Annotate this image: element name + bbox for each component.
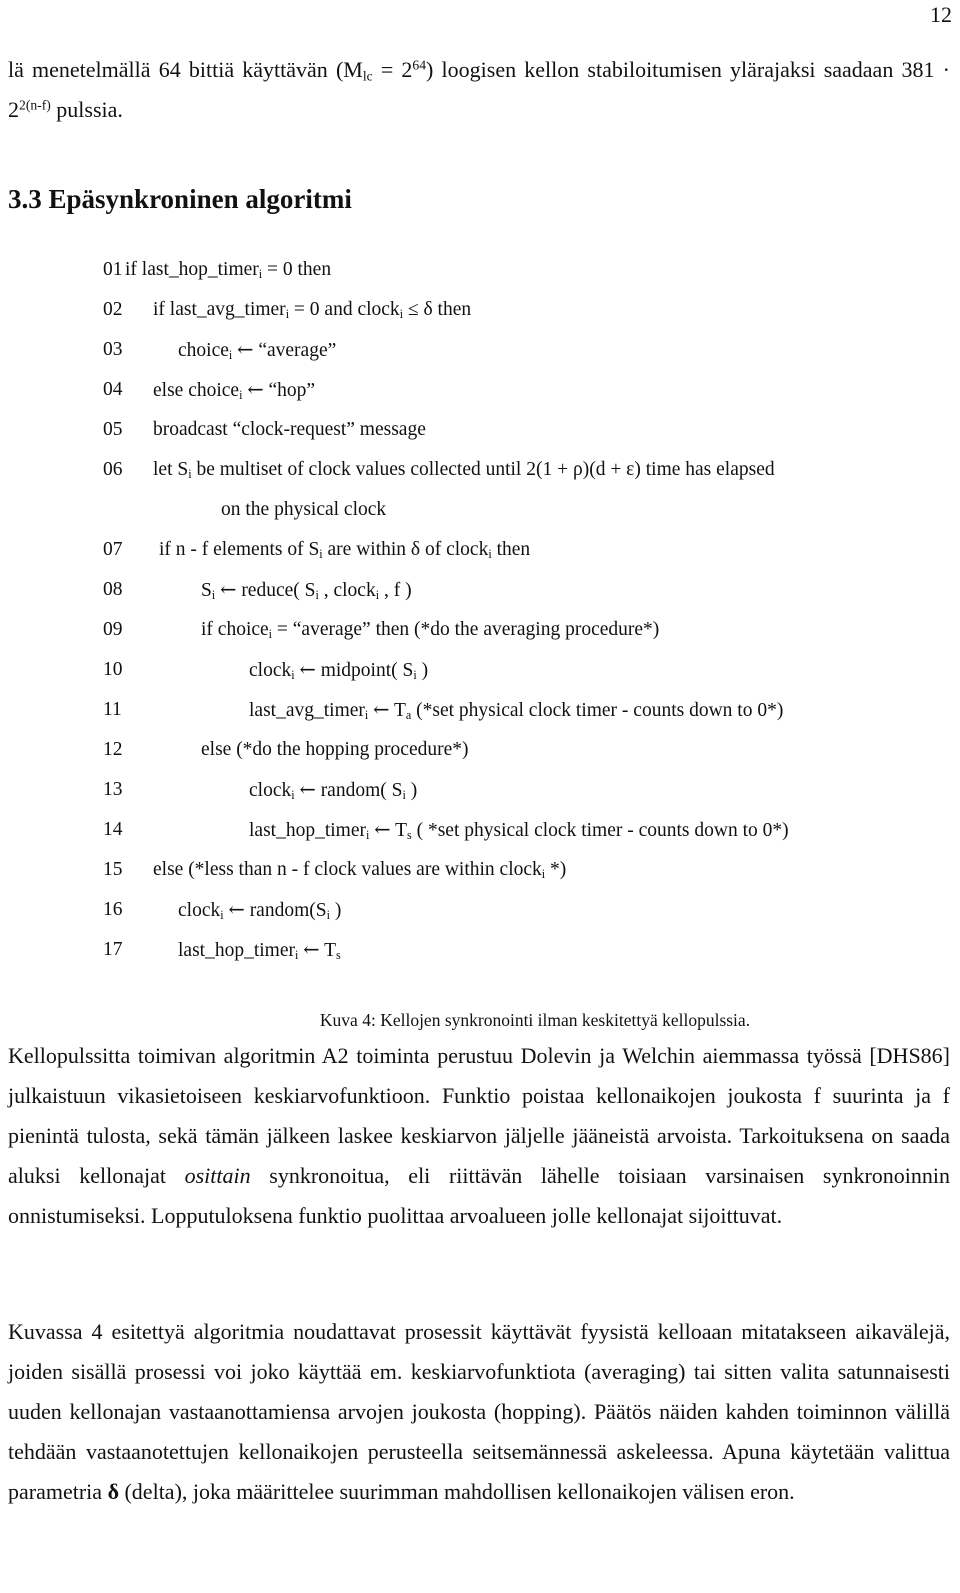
subscript: i <box>375 588 380 603</box>
line-number: 03 <box>103 339 123 360</box>
intro-text-1: lä menetelmällä 64 bittiä käyttävän (M <box>8 57 363 82</box>
line-number: 16 <box>103 899 123 920</box>
code-text <box>153 370 315 411</box>
line-number: 09 <box>103 619 123 640</box>
subscript: s <box>336 948 341 963</box>
page-number: 12 <box>930 2 952 27</box>
algorithm-line <box>103 890 943 930</box>
code-part: random(S <box>244 900 327 921</box>
code-text <box>221 490 386 530</box>
subscript: i <box>285 307 290 322</box>
code-part: ( *set physical clock timer - counts down to 0*) <box>411 820 789 841</box>
code-text <box>249 650 428 691</box>
paragraph-text: synkronoitua, eli riittävän lähelle toisiaan varsinaisen synkronoinnin onnistumiseksi. Lopputuloksena funktio puolittaa arvoalueen jolle kellonajat sijoittuvat. <box>8 1163 951 1228</box>
subscript: i <box>294 948 299 963</box>
subscript: i <box>258 267 263 282</box>
intro-text-2: = 2 <box>372 57 413 82</box>
algorithm-line <box>103 850 943 890</box>
assign-arrow-icon: ← <box>237 338 254 361</box>
assign-arrow-icon: ← <box>228 898 245 921</box>
code-text <box>153 290 471 330</box>
code-part: if last_avg_timer <box>153 299 286 320</box>
subscript: i <box>399 307 404 322</box>
code-part: , f ) <box>379 580 412 601</box>
algorithm-line <box>103 930 943 970</box>
assign-arrow-icon: ← <box>373 698 390 721</box>
line-number: 01 <box>103 259 123 280</box>
algorithm-line <box>103 370 943 410</box>
algorithm-line <box>103 730 943 770</box>
line-number: 17 <box>103 939 123 960</box>
algorithm-line <box>103 490 943 530</box>
subscript: i <box>541 867 546 882</box>
algorithm-line <box>103 250 943 290</box>
code-part: “hop” <box>263 380 316 401</box>
line-number: 14 <box>103 819 123 840</box>
code-text <box>249 810 789 851</box>
code-text <box>249 690 783 731</box>
line-number: 08 <box>103 579 123 600</box>
line-number: 02 <box>103 299 123 320</box>
figure-caption: Kuva 4: Kellojen synkronointi ilman keskitettyä kellopulssia. <box>319 1010 751 1030</box>
intro-sub-lc: lc <box>362 68 373 84</box>
paragraph-text: Kellopulssitta toimivan algoritmin A2 toiminta perustuu Dolevin ja Welchin aiemmassa työssä [DHS86] julkaistuun vikasietoiseen keskiarvofunktioon. Funktio poistaa kellonaikojen joukosta f suurinta ja f pienintä tulosta, sekä tämän jälkeen laskee keskiarvon jäljelle jääneistä arvoista. Tarkoituksena on saada aluksi kellonajat <box>8 1043 950 1188</box>
subscript: i <box>365 828 370 843</box>
subscript: i <box>228 348 233 363</box>
algorithm-line <box>103 330 943 370</box>
code-part: reduce( S <box>236 580 316 601</box>
algorithm-line <box>103 610 943 650</box>
subscript: i <box>211 588 216 603</box>
code-part: S <box>201 580 212 601</box>
assign-arrow-icon: ← <box>299 658 316 681</box>
code-part: T <box>390 820 407 841</box>
code-part: ) <box>329 900 342 921</box>
subscript: i <box>326 908 330 923</box>
algorithm-line <box>103 290 943 330</box>
algorithm-line <box>103 570 943 610</box>
subscript: i <box>488 547 492 562</box>
code-part: = 0 and clock <box>289 299 400 320</box>
line-number: 04 <box>103 379 123 400</box>
subscript: i <box>364 708 369 723</box>
paragraph-text: (delta), joka määrittelee suurimman mahdollisen kellonaikojen välisen eron. <box>118 1479 795 1504</box>
subscript: i <box>268 627 273 642</box>
code-part: ≤ δ then <box>403 299 472 320</box>
code-part: random( S <box>315 780 403 801</box>
code-part: else choice <box>153 380 240 401</box>
line-number: 07 <box>103 539 123 560</box>
algorithm-line <box>103 530 943 570</box>
code-part: T <box>319 940 336 961</box>
subscript: i <box>413 668 417 683</box>
code-part: broadcast “clock-request” message <box>153 419 426 440</box>
line-number: 06 <box>103 459 123 480</box>
line-number: 05 <box>103 419 123 440</box>
code-text <box>178 330 336 371</box>
code-part: “average” <box>253 340 337 361</box>
code-part: last_avg_timer <box>249 700 365 721</box>
intro-text-3: ) loogisen kellon stabiloitumisen ylärajaksi saadaan 381 · 2 <box>8 57 950 122</box>
code-part: = 0 then <box>262 259 332 280</box>
code-text <box>159 530 530 570</box>
assign-arrow-icon: ← <box>299 778 316 801</box>
italic-term: osittain <box>184 1163 251 1188</box>
bold-symbol: δ <box>107 1479 119 1504</box>
intro-sup-exponent: 2(n-f) <box>19 97 51 113</box>
intro-paragraph <box>8 50 950 130</box>
code-part: clock <box>249 660 292 681</box>
code-part: ) <box>405 780 418 801</box>
algorithm-line <box>103 690 943 730</box>
code-part: on the physical clock <box>221 499 387 520</box>
code-part: else (*do the hopping procedure*) <box>201 739 469 760</box>
intro-sup-64: 64 <box>412 57 427 73</box>
code-part: if choice <box>201 619 269 640</box>
subscript: i <box>239 388 243 403</box>
line-number: 10 <box>103 659 123 680</box>
code-part: if last_hop_timer <box>125 259 259 280</box>
code-part: last_hop_timer <box>249 820 366 841</box>
code-part: else (*less than n - f clock values are within clock <box>153 859 542 880</box>
intro-text-4: pulssia. <box>50 97 123 122</box>
code-part: choice <box>178 340 229 361</box>
code-part: midpoint( S <box>315 660 414 681</box>
assign-arrow-icon: ← <box>220 578 237 601</box>
assign-arrow-icon: ← <box>303 938 320 961</box>
code-part: ) <box>416 660 429 681</box>
code-text <box>178 930 341 971</box>
subscript: i <box>188 467 192 482</box>
subscript: i <box>402 788 406 803</box>
subscript: a <box>405 708 412 723</box>
subscript: i <box>291 668 295 683</box>
code-text <box>153 450 775 490</box>
subscript: i <box>315 588 319 603</box>
code-text <box>201 730 469 770</box>
algorithm-line <box>103 450 943 490</box>
body-paragraph-1 <box>8 1036 950 1236</box>
code-part: are within δ of clock <box>322 539 489 560</box>
code-part: let S <box>153 459 189 480</box>
code-part: (*set physical clock timer - counts down to 0*) <box>411 700 784 721</box>
algorithm-listing <box>103 250 943 970</box>
code-part: clock <box>249 780 292 801</box>
code-text <box>125 250 331 290</box>
algorithm-line <box>103 770 943 810</box>
code-text <box>153 410 426 450</box>
code-part: be multiset of clock values collected until 2(1 + ρ)(d + ε) time has elapsed <box>191 459 775 480</box>
algorithm-line <box>103 650 943 690</box>
code-text <box>201 570 412 611</box>
assign-arrow-icon: ← <box>374 818 391 841</box>
code-part: clock <box>178 900 221 921</box>
code-text <box>201 610 659 650</box>
algorithm-line <box>103 410 943 450</box>
code-part: , clock <box>318 580 376 601</box>
subscript: s <box>407 828 412 843</box>
code-part: then <box>491 539 531 560</box>
code-text <box>178 890 341 931</box>
body-paragraph-2 <box>8 1312 950 1512</box>
subscript: i <box>319 547 323 562</box>
subscript: i <box>220 908 224 923</box>
code-text <box>249 770 417 811</box>
code-part: last_hop_timer <box>178 940 295 961</box>
code-part: if n - f elements of S <box>159 539 320 560</box>
code-part: T <box>389 700 406 721</box>
line-number: 12 <box>103 739 123 760</box>
assign-arrow-icon: ← <box>247 378 264 401</box>
paragraph-text: Kuvassa 4 esitettyä algoritmia noudattavat prosessit käyttävät fyysistä kelloaan mitatakseen aikavälejä, joiden sisällä prosessi voi joko käyttää em. keskiarvofunktiota (averaging) tai sitten valita satunnaisesti uuden kellonajan vastaanottamiensa arvojen joukosta (hopping). Päätös näiden kahden toiminnon välillä tehdään vastaanotettujen kellonaikojen perusteella seitsemännessä askeleessa. Apuna käytetään valittua parametria <box>8 1319 950 1504</box>
code-text <box>153 850 566 890</box>
algorithm-line <box>103 810 943 850</box>
line-number: 15 <box>103 859 123 880</box>
code-part: *) <box>545 859 567 880</box>
code-part: = “average” then (*do the averaging procedure*) <box>272 619 660 640</box>
subscript: i <box>291 788 295 803</box>
section-heading: 3.3 Epäsynkroninen algoritmi <box>8 184 352 214</box>
line-number: 13 <box>103 779 123 800</box>
line-number: 11 <box>103 699 122 720</box>
